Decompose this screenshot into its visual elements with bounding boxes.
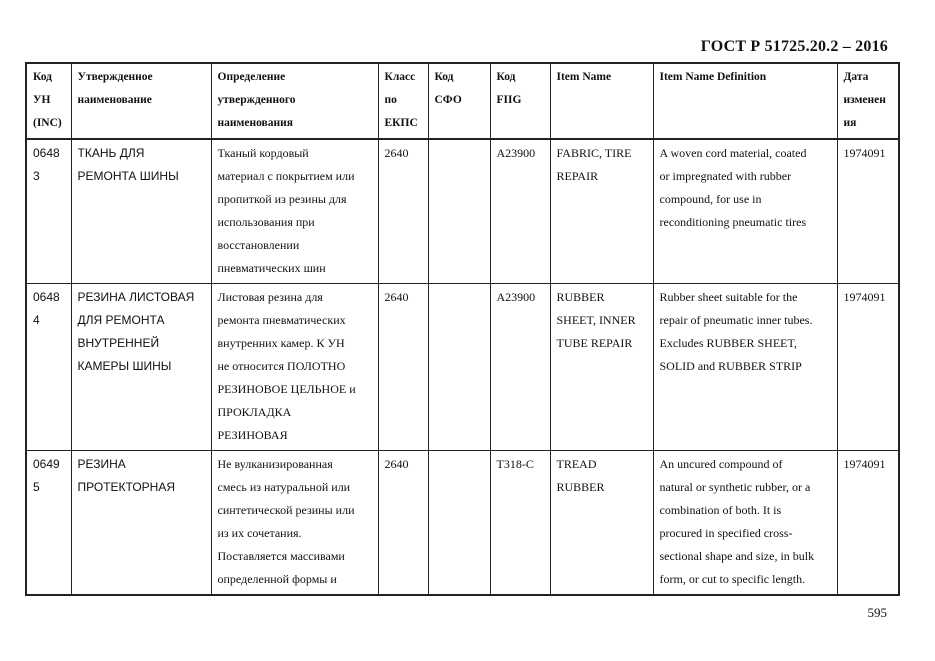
- document-header: ГОСТ Р 51725.20.2 – 2016: [700, 38, 888, 55]
- cell-item-name: TREAD RUBBER: [550, 451, 653, 596]
- cell-code: 06495: [26, 451, 71, 596]
- cell-date: 1974091: [837, 139, 899, 284]
- table-header-row: [26, 63, 899, 139]
- cell-fiig: A23900: [490, 284, 550, 451]
- page-number: 595: [867, 605, 887, 620]
- cell-class: 2640: [378, 139, 428, 284]
- table-row: [26, 451, 899, 596]
- catalog-table: [25, 62, 900, 596]
- col-header-item-name: Item Name: [550, 63, 653, 139]
- cell-item-definition: An uncured compound of natural or synthetic rubber, or a combination of both. It is procured in specified cross- sectional shape and size, in bulk form, or cut to specific length.: [653, 451, 837, 596]
- cell-sfo: [428, 139, 490, 284]
- cell-code: 06484: [26, 284, 71, 451]
- col-header-fiig: Код FIIG: [490, 63, 550, 139]
- cell-sfo: [428, 451, 490, 596]
- cell-class: 2640: [378, 451, 428, 596]
- cell-code: 06483: [26, 139, 71, 284]
- cell-item-definition: A woven cord material, coated or impregnated with rubber compound, for use in reconditioning pneumatic tires: [653, 139, 837, 284]
- col-header-name: Утвержденное наименование: [71, 63, 211, 139]
- cell-date: 1974091: [837, 451, 899, 596]
- cell-definition: Листовая резина для ремонта пневматических внутренних камер. К УН не относится ПОЛОТНО РЕЗИНОВОЕ ЦЕЛЬНОЕ и ПРОКЛАДКА РЕЗИНОВАЯ: [211, 284, 378, 451]
- table-row: [26, 284, 899, 451]
- cell-date: 1974091: [837, 284, 899, 451]
- cell-fiig: T318-C: [490, 451, 550, 596]
- col-header-date: Дата изменен ия: [837, 63, 899, 139]
- cell-item-name: FABRIC, TIRE REPAIR: [550, 139, 653, 284]
- cell-item-name: RUBBER SHEET, INNER TUBE REPAIR: [550, 284, 653, 451]
- cell-class: 2640: [378, 284, 428, 451]
- col-header-class: Класс по ЕКПС: [378, 63, 428, 139]
- col-header-sfo: Код СФО: [428, 63, 490, 139]
- cell-definition: Тканый кордовый материал с покрытием или пропиткой из резины для использования при восстановлении пневматических шин: [211, 139, 378, 284]
- cell-fiig: A23900: [490, 139, 550, 284]
- cell-definition: Не вулканизированная смесь из натуральной или синтетической резины или из их сочетания. Поставляется массивами определенной формы и: [211, 451, 378, 596]
- col-header-item-definition: Item Name Definition: [653, 63, 837, 139]
- cell-name: РЕЗИНА ПРОТЕКТОРНАЯ: [71, 451, 211, 596]
- cell-name: ТКАНЬ ДЛЯ РЕМОНТА ШИНЫ: [71, 139, 211, 284]
- col-header-definition: Определение утвержденного наименования: [211, 63, 378, 139]
- table-row: [26, 139, 899, 284]
- cell-sfo: [428, 284, 490, 451]
- col-header-code: Код УН (INC): [26, 63, 71, 139]
- cell-name: РЕЗИНА ЛИСТОВАЯ ДЛЯ РЕМОНТА ВНУТРЕННЕЙ КАМЕРЫ ШИНЫ: [71, 284, 211, 451]
- cell-item-definition: Rubber sheet suitable for the repair of pneumatic inner tubes. Excludes RUBBER SHEET, SOLID and RUBBER STRIP: [653, 284, 837, 451]
